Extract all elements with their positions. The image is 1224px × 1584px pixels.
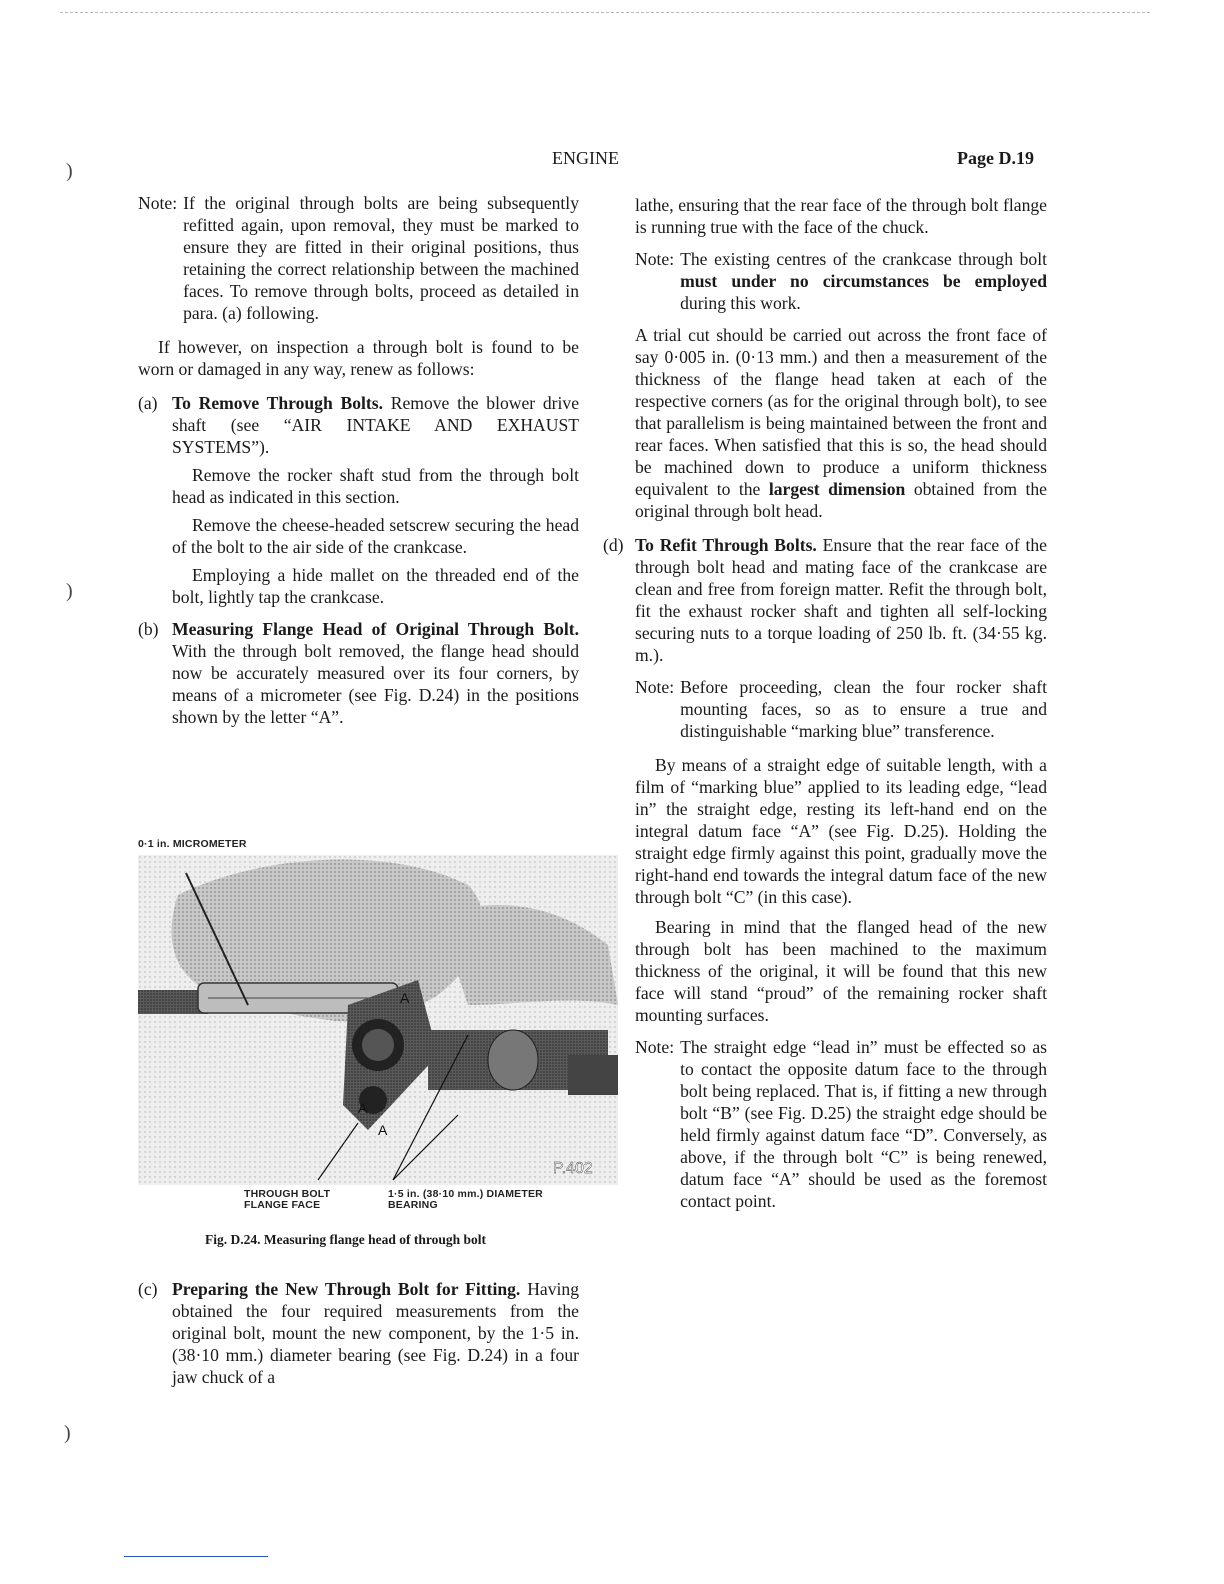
item-heading: Measuring Flange Head of Original Through Bolt. <box>172 619 579 639</box>
item-marker: (c) <box>138 1279 158 1299</box>
note-text: If the original through bolts are being subsequently refitted again, upon removal, they must be marked to ensure they are fitted in their original positions, thus retaining the correct relationship between the machined faces. To remove through bolts, proceed as detailed in para. (a) following. <box>183 193 579 323</box>
micrometer-photo-illustration <box>138 855 618 1185</box>
note-clean <box>635 676 1047 742</box>
figure-label-micrometer: 0·1 in. MICROMETER <box>138 838 247 850</box>
item-heading: Preparing the New Through Bolt for Fitting. <box>172 1279 521 1299</box>
page-number: Page D.19 <box>957 148 1034 168</box>
scan-top-rule <box>60 12 1150 13</box>
paragraph-emphasis: largest dimension <box>768 479 906 499</box>
item-paragraph: Employing a hide mallet on the threaded end of the bolt, lightly tap the crankcase. <box>172 565 579 607</box>
paragraph-trial-cut-end: obtained from the original through bolt head. <box>635 479 1047 521</box>
note-emphasis: must under no circumstances be employed <box>680 271 1047 291</box>
plate-reference: P.402 <box>553 1160 593 1177</box>
figure-caption: Fig. D.24. Measuring flange head of through bolt <box>205 1232 487 1247</box>
item-marker: (a) <box>138 393 158 413</box>
left-column-top <box>138 192 579 728</box>
note-label: Note: <box>635 249 675 269</box>
item-text: With the through bolt removed, the flange head should now be accurately measured over its four corners, by means of a micrometer (see Fig. D.24) in the positions shown by the letter “A”. <box>172 641 579 727</box>
figure-letter-a: A <box>400 990 410 1006</box>
paragraph-continuation: lathe, ensuring that the rear face of the through bolt flange is running true with the face of the chuck. <box>635 195 1047 237</box>
scan-bottom-rule <box>124 1556 268 1557</box>
note-label: Note: <box>138 193 178 213</box>
note-label: Note: <box>635 677 675 697</box>
margin-mark: ) <box>66 160 73 182</box>
note-centres <box>635 248 1047 314</box>
note-text: during this work. <box>680 293 801 313</box>
figure-letter-a: A <box>378 1122 388 1138</box>
item-text: Having obtained the four required measurements from the original bolt, mount the new component, by the 1·5 in. (38·10 mm.) diameter bearing (see Fig. D.24) in a four jaw chuck of a <box>172 1279 579 1387</box>
item-heading: To Refit Through Bolts. <box>635 535 817 555</box>
figure-label-bearing: 1·5 in. (38·10 mm.) DIAMETER BEARING <box>388 1188 543 1211</box>
item-marker: (b) <box>138 619 159 639</box>
paragraph-bearing: Bearing in mind that the flanged head of the new through bolt has been machined to the maximum thickness of the original, it will be found that this new face will stand “proud” of the remaining rocker shaft mounting surfaces. <box>635 917 1047 1025</box>
item-b <box>138 618 579 728</box>
item-d <box>603 534 1047 666</box>
right-column <box>603 194 1047 1212</box>
paragraph-renew: If however, on inspection a through bolt is found to be worn or damaged in any way, renew as follows: <box>138 337 579 379</box>
note-text: The straight edge “lead in” must be effected so as to contact the opposite datum face to the through bolt being replaced. That is, if fitting a new through bolt “B” (see Fig. D.25) the straight edge should be held firmly against datum face “D”. Conversely, as above, if the through bolt “C” is being renewed, datum face “A” should be used as the foremost contact point. <box>680 1037 1047 1211</box>
item-a <box>138 392 579 608</box>
note-lead-in <box>635 1036 1047 1212</box>
item-c <box>138 1278 579 1388</box>
item-text: Ensure that the rear face of the through bolt head and mating face of the crankcase are clean and free from foreign matter. Refit the through bolt, fit the exhaust rocker shaft and tighten all self-locking securing nuts to a torque loading of 250 lb. ft. (34·55 kg. m.). <box>635 535 1047 665</box>
figure-letter-a: A <box>358 1100 368 1116</box>
item-text: Remove the blower drive shaft (see “AIR INTAKE AND EXHAUST SYSTEMS”). <box>172 393 579 457</box>
item-heading: To Remove Through Bolts. <box>172 393 384 413</box>
note-label: Note: <box>635 1037 675 1057</box>
figure-label-flange: THROUGH BOLT FLANGE FACE <box>244 1188 331 1211</box>
margin-mark: ) <box>66 580 73 602</box>
item-paragraph: Remove the cheese-headed setscrew securing the head of the bolt to the air side of the crankcase. <box>172 515 579 557</box>
figure-photo <box>138 855 618 1185</box>
item-marker: (d) <box>603 535 624 555</box>
margin-mark: ) <box>64 1422 71 1444</box>
note-text: Before proceeding, clean the four rocker shaft mounting faces, so as to ensure a true and distinguishable “marking blue” transference. <box>680 677 1047 741</box>
paragraph-straight-edge: By means of a straight edge of suitable length, with a film of “marking blue” applied to its leading edge, “lead in” the straight edge, resting its left-hand end on the integral datum face “A” (see Fig. D.25). Holding the straight edge firmly against this point, gradually move the right-hand end towards the integral datum face of the new through bolt “C” (in this case). <box>635 755 1047 907</box>
left-column-bottom <box>138 1278 579 1388</box>
section-title: ENGINE <box>552 148 619 168</box>
item-paragraph: Remove the rocker shaft stud from the through bolt head as indicated in this section. <box>172 465 579 507</box>
paragraph-trial-cut: A trial cut should be carried out across the front face of say 0·005 in. (0·13 mm.) and then a measurement of the thickness of the flange head taken at each of the respective corners (as for the original through bolt), to see that parallelism is being maintained between the front and rear faces. When satisfied that this is so, the head should be machined down to produce a uniform thickness equivalent to the <box>635 325 1047 499</box>
note-text: The existing centres of the crankcase through bolt <box>680 249 1047 269</box>
note-refit <box>138 192 579 324</box>
